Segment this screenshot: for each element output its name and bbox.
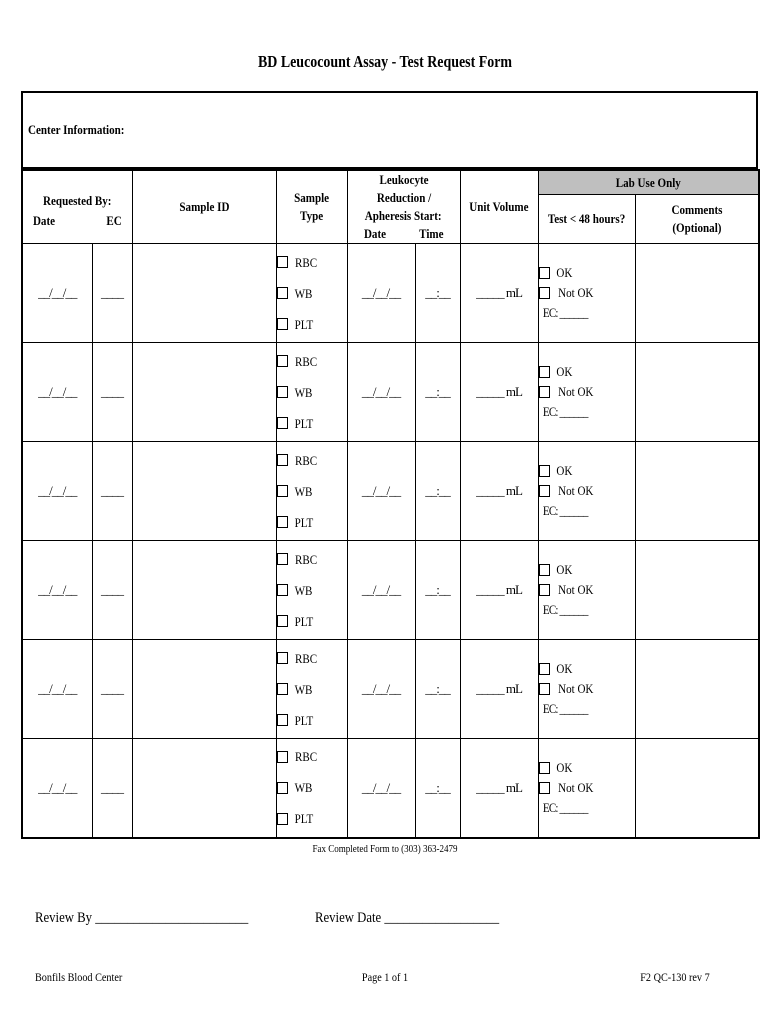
plt-checkbox[interactable] (277, 714, 288, 726)
sample-type-wb[interactable]: WB (277, 278, 347, 309)
sample-id-field[interactable] (132, 541, 276, 640)
lab-ec-field[interactable]: EC: ______ (542, 305, 588, 320)
lab-test-result (538, 343, 635, 442)
comments-field[interactable] (635, 244, 759, 343)
sample-id-field[interactable] (132, 640, 276, 739)
footer-right: F2 QC-130 rev 7 (640, 970, 710, 984)
request-date-field[interactable]: __/__/__ (22, 739, 92, 838)
comments-field[interactable] (635, 541, 759, 640)
unit-volume-field[interactable]: _____ mL (460, 541, 538, 640)
rbc-checkbox[interactable] (277, 355, 288, 367)
unit-volume-field[interactable]: _____ mL (460, 343, 538, 442)
header-comments: Comments (Optional) (635, 195, 759, 244)
not-ok-checkbox[interactable] (539, 584, 550, 596)
request-row (22, 739, 759, 838)
comments-field[interactable] (635, 739, 759, 838)
unit-volume-field[interactable]: _____ mL (460, 442, 538, 541)
apheresis-time-field[interactable]: __:__ (415, 739, 460, 838)
not-ok-option[interactable]: Not OK (539, 778, 635, 798)
ok-option[interactable]: OK (539, 263, 635, 283)
header-sample-type: Sample Type (276, 170, 347, 244)
not-ok-checkbox[interactable] (539, 782, 550, 794)
request-date-field[interactable]: __/__/__ (22, 244, 92, 343)
request-ec-field[interactable]: ____ (92, 739, 132, 838)
sample-type-rbc[interactable]: RBC (277, 346, 347, 377)
center-information-label: Center Information: (28, 122, 125, 137)
wb-checkbox[interactable] (277, 782, 288, 794)
plt-checkbox[interactable] (277, 318, 288, 330)
request-date-field[interactable]: __/__/__ (22, 640, 92, 739)
not-ok-option[interactable]: Not OK (539, 679, 635, 699)
rbc-checkbox[interactable] (277, 652, 288, 664)
sample-type-rbc[interactable]: RBC (277, 445, 347, 476)
lab-ec-field[interactable]: EC: ______ (542, 701, 588, 716)
request-row (22, 541, 759, 640)
lab-test-result (538, 244, 635, 343)
lab-ec-field[interactable]: EC: ______ (542, 602, 588, 617)
sample-id-field[interactable] (132, 244, 276, 343)
lab-test-result (538, 442, 635, 541)
apheresis-time-field[interactable]: __:__ (415, 640, 460, 739)
sample-type-options (276, 739, 347, 838)
request-ec-field[interactable]: ____ (92, 541, 132, 640)
not-ok-checkbox[interactable] (539, 287, 550, 299)
plt-checkbox[interactable] (277, 615, 288, 627)
plt-checkbox[interactable] (277, 516, 288, 528)
sample-type-plt[interactable]: PLT (277, 507, 347, 538)
not-ok-checkbox[interactable] (539, 683, 550, 695)
sample-type-options (276, 442, 347, 541)
sample-type-options (276, 244, 347, 343)
rbc-checkbox[interactable] (277, 454, 288, 466)
apheresis-time-field[interactable]: __:__ (415, 343, 460, 442)
apheresis-date-field[interactable]: __/__/__ (347, 442, 415, 541)
request-row (22, 244, 759, 343)
header-test-48-hours: Test < 48 hours? (538, 195, 635, 244)
plt-checkbox[interactable] (277, 417, 288, 429)
request-ec-field[interactable]: ____ (92, 640, 132, 739)
ok-option[interactable]: OK (539, 659, 635, 679)
ok-checkbox[interactable] (539, 762, 550, 774)
sample-type-wb[interactable]: WB (277, 772, 347, 803)
apheresis-time-field[interactable]: __:__ (415, 442, 460, 541)
sample-type-options (276, 640, 347, 739)
ok-checkbox[interactable] (539, 564, 550, 576)
apheresis-time-field[interactable]: __:__ (415, 244, 460, 343)
apheresis-date-field[interactable]: __/__/__ (347, 244, 415, 343)
unit-volume-field[interactable]: _____ mL (460, 640, 538, 739)
header-unit-volume: Unit Volume (460, 170, 538, 244)
sample-type-rbc[interactable]: RBC (277, 741, 347, 772)
plt-checkbox[interactable] (277, 813, 288, 825)
sample-type-rbc[interactable]: RBC (277, 247, 347, 278)
wb-checkbox[interactable] (277, 287, 288, 299)
comments-field[interactable] (635, 343, 759, 442)
header-requested-by: Requested By: Date EC (22, 170, 132, 244)
header-sample-id: Sample ID (132, 170, 276, 244)
ok-checkbox[interactable] (539, 465, 550, 477)
sample-type-plt[interactable]: PLT (277, 408, 347, 439)
unit-volume-field[interactable]: _____ mL (460, 739, 538, 838)
ok-option[interactable]: OK (539, 560, 635, 580)
sample-type-plt[interactable]: PLT (277, 803, 347, 834)
apheresis-date-field[interactable]: __/__/__ (347, 739, 415, 838)
apheresis-date-field[interactable]: __/__/__ (347, 541, 415, 640)
ok-option[interactable]: OK (539, 362, 635, 382)
request-date-field[interactable]: __/__/__ (22, 442, 92, 541)
request-row (22, 640, 759, 739)
lab-test-result (538, 640, 635, 739)
header-leukocyte-reduction: Leukocyte Reduction / Apheresis Start: Date Time (347, 170, 460, 244)
lab-test-result (538, 541, 635, 640)
rbc-checkbox[interactable] (277, 553, 288, 565)
lab-ec-field[interactable]: EC: ______ (542, 503, 588, 518)
review-by-field[interactable]: Review By ________________________ (35, 910, 249, 926)
form-title: BD Leucocount Assay - Test Request Form (257, 52, 513, 71)
review-date-field[interactable]: Review Date __________________ (315, 910, 500, 926)
sample-type-rbc[interactable]: RBC (277, 643, 347, 674)
not-ok-option[interactable]: Not OK (539, 580, 635, 600)
sample-type-wb[interactable]: WB (277, 575, 347, 606)
fax-note: Fax Completed Form to (303) 363-2479 (312, 843, 458, 855)
wb-checkbox[interactable] (277, 584, 288, 596)
sample-id-field[interactable] (132, 343, 276, 442)
apheresis-date-field[interactable]: __/__/__ (347, 640, 415, 739)
request-row (22, 343, 759, 442)
ok-checkbox[interactable] (539, 267, 550, 279)
sample-type-rbc[interactable]: RBC (277, 544, 347, 575)
lab-test-result (538, 739, 635, 838)
apheresis-date-field[interactable]: __/__/__ (347, 343, 415, 442)
ok-option[interactable]: OK (539, 758, 635, 778)
sample-type-options (276, 343, 347, 442)
sample-id-field[interactable] (132, 739, 276, 838)
request-date-field[interactable]: __/__/__ (22, 343, 92, 442)
not-ok-option[interactable]: Not OK (539, 382, 635, 402)
wb-checkbox[interactable] (277, 386, 288, 398)
wb-checkbox[interactable] (277, 485, 288, 497)
sample-type-wb[interactable]: WB (277, 674, 347, 705)
apheresis-time-field[interactable]: __:__ (415, 541, 460, 640)
sample-id-field[interactable] (132, 442, 276, 541)
sample-type-options (276, 541, 347, 640)
request-ec-field[interactable]: ____ (92, 442, 132, 541)
center-information-box[interactable] (21, 91, 758, 169)
sample-type-plt[interactable]: PLT (277, 705, 347, 736)
rbc-checkbox[interactable] (277, 751, 288, 763)
sample-type-plt[interactable]: PLT (277, 606, 347, 637)
unit-volume-field[interactable]: _____ mL (460, 244, 538, 343)
not-ok-checkbox[interactable] (539, 386, 550, 398)
not-ok-option[interactable]: Not OK (539, 283, 635, 303)
request-date-field[interactable]: __/__/__ (22, 541, 92, 640)
ok-option[interactable]: OK (539, 461, 635, 481)
sample-type-wb[interactable]: WB (277, 476, 347, 507)
request-ec-field[interactable]: ____ (92, 244, 132, 343)
comments-field[interactable] (635, 442, 759, 541)
comments-field[interactable] (635, 640, 759, 739)
request-table (21, 169, 760, 839)
footer-left: Bonfils Blood Center (35, 970, 123, 984)
request-row (22, 442, 759, 541)
sample-type-wb[interactable]: WB (277, 377, 347, 408)
header-lab-use-only: Lab Use Only (538, 170, 759, 195)
ok-checkbox[interactable] (539, 663, 550, 675)
wb-checkbox[interactable] (277, 683, 288, 695)
not-ok-option[interactable]: Not OK (539, 481, 635, 501)
lab-ec-field[interactable]: EC: ______ (542, 799, 588, 815)
not-ok-checkbox[interactable] (539, 485, 550, 497)
ok-checkbox[interactable] (539, 366, 550, 378)
lab-ec-field[interactable]: EC: ______ (542, 404, 588, 419)
rbc-checkbox[interactable] (277, 256, 288, 268)
sample-type-plt[interactable]: PLT (277, 309, 347, 340)
request-ec-field[interactable]: ____ (92, 343, 132, 442)
footer-center: Page 1 of 1 (361, 970, 409, 984)
